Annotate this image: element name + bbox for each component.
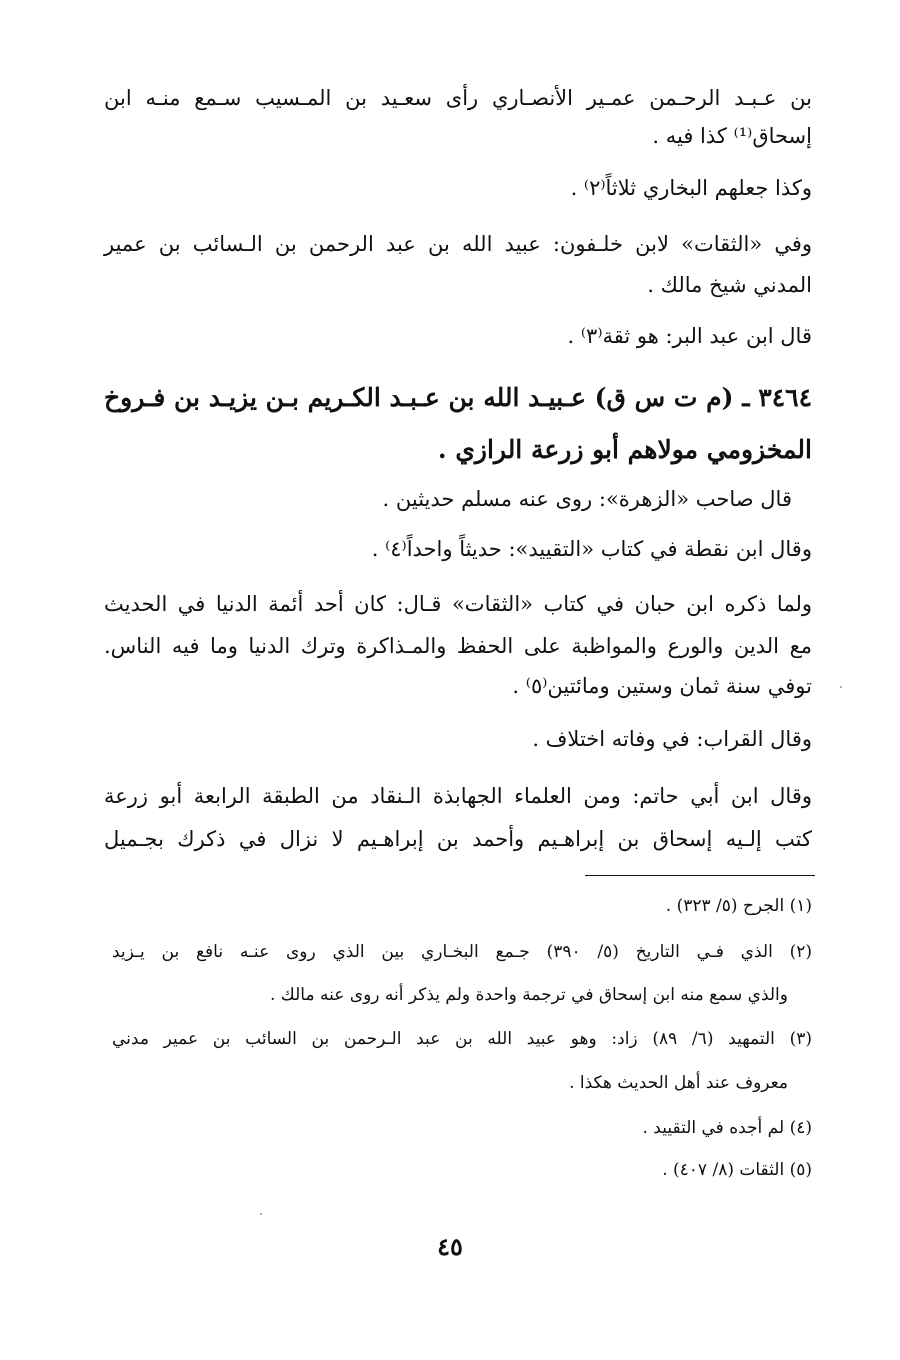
entry-heading-line-2: المخزومي مولاهم أبو زرعة الرازي . xyxy=(437,435,812,464)
body-line-9: ولما ذكره ابن حبان في كتاب «الثقات» قـال: كان أحد أئمة الدنيا في الحديث xyxy=(104,592,812,616)
body-line-13: وقال ابن أبي حاتم: ومن العلماء الجهابذة الـنقاد من الطبقة الرابعة أبو زرعة xyxy=(104,784,812,808)
body-line-6: قال ابن عبد البر: هو ثقة⁽٣⁾ . xyxy=(567,324,812,348)
page-number: ٤٥ xyxy=(437,1232,463,1261)
body-line-10: مع الدين والورع والمواظبة على الحفظ والمـذاكرة وترك الدنيا وما فيه الناس. xyxy=(104,634,812,658)
body-line-1: بن عـبـد الرحـمن عمـير الأنصـاري رأى سعـيد بن المـسيب سـمع منـه ابن xyxy=(104,86,812,110)
footnote-1: (١) الجرح (٥/ ٣٢٣) . xyxy=(665,896,812,916)
footnote-3-continued: معروف عند أهل الحديث هكذا . xyxy=(569,1073,788,1093)
footnote-separator xyxy=(585,875,815,876)
footnote-5: (٥) الثقات (٨/ ٤٠٧) . xyxy=(662,1160,812,1180)
entry-heading-line-1: ٣٤٦٤ ـ (م ت س ق) عـبيـد الله بن عـبـد الكـريم بـن يزيـد بن فـروخ xyxy=(104,383,812,412)
footnote-3: (٣) التمهيد (٦/ ٨٩) زاد: وهو عبيد الله بن عبد الـرحمن بن السائب بن عمير مدني xyxy=(112,1029,812,1049)
body-line-7: قال صاحب «الزهرة»: روى عنه مسلم حديثين . xyxy=(382,487,792,511)
scan-speck xyxy=(260,1213,262,1215)
body-line-14: كتب إلـيه إسحاق بن إبراهـيم وأحمد بن إبراهـيم لا نزال في ذكرك بجـميل xyxy=(104,827,812,851)
body-line-11: توفي سنة ثمان وستين ومائتين⁽٥⁾ . xyxy=(512,674,812,698)
footnote-4: (٤) لم أجده في التقييد . xyxy=(642,1118,812,1138)
body-line-5: المدني شيخ مالك . xyxy=(647,273,812,297)
scan-speck xyxy=(840,686,842,688)
body-line-3: وكذا جعلهم البخاري ثلاثاً⁽٢⁾ . xyxy=(570,176,812,200)
footnote-2-continued: والذي سمع منه ابن إسحاق في ترجمة واحدة ولم يذكر أنه روى عنه مالك . xyxy=(269,985,788,1005)
body-line-2: إسحاق⁽¹⁾ كذا فيه . xyxy=(652,124,812,148)
body-line-12: وقال القراب: في وفاته اختلاف . xyxy=(532,727,812,751)
body-line-8: وقال ابن نقطة في كتاب «التقييد»: حديثاً واحداً⁽٤⁾ . xyxy=(371,537,812,561)
footnote-2: (٢) الذي فـي التاريخ (٥/ ٣٩٠) جـمع البخـاري بين الذي روى عنـه نافع بن يـزيد xyxy=(112,942,812,962)
body-line-4: وفي «الثقات» لابن خلـفون: عبيد الله بن عبد الرحمن بن الـسائب بن عمير xyxy=(104,232,812,256)
